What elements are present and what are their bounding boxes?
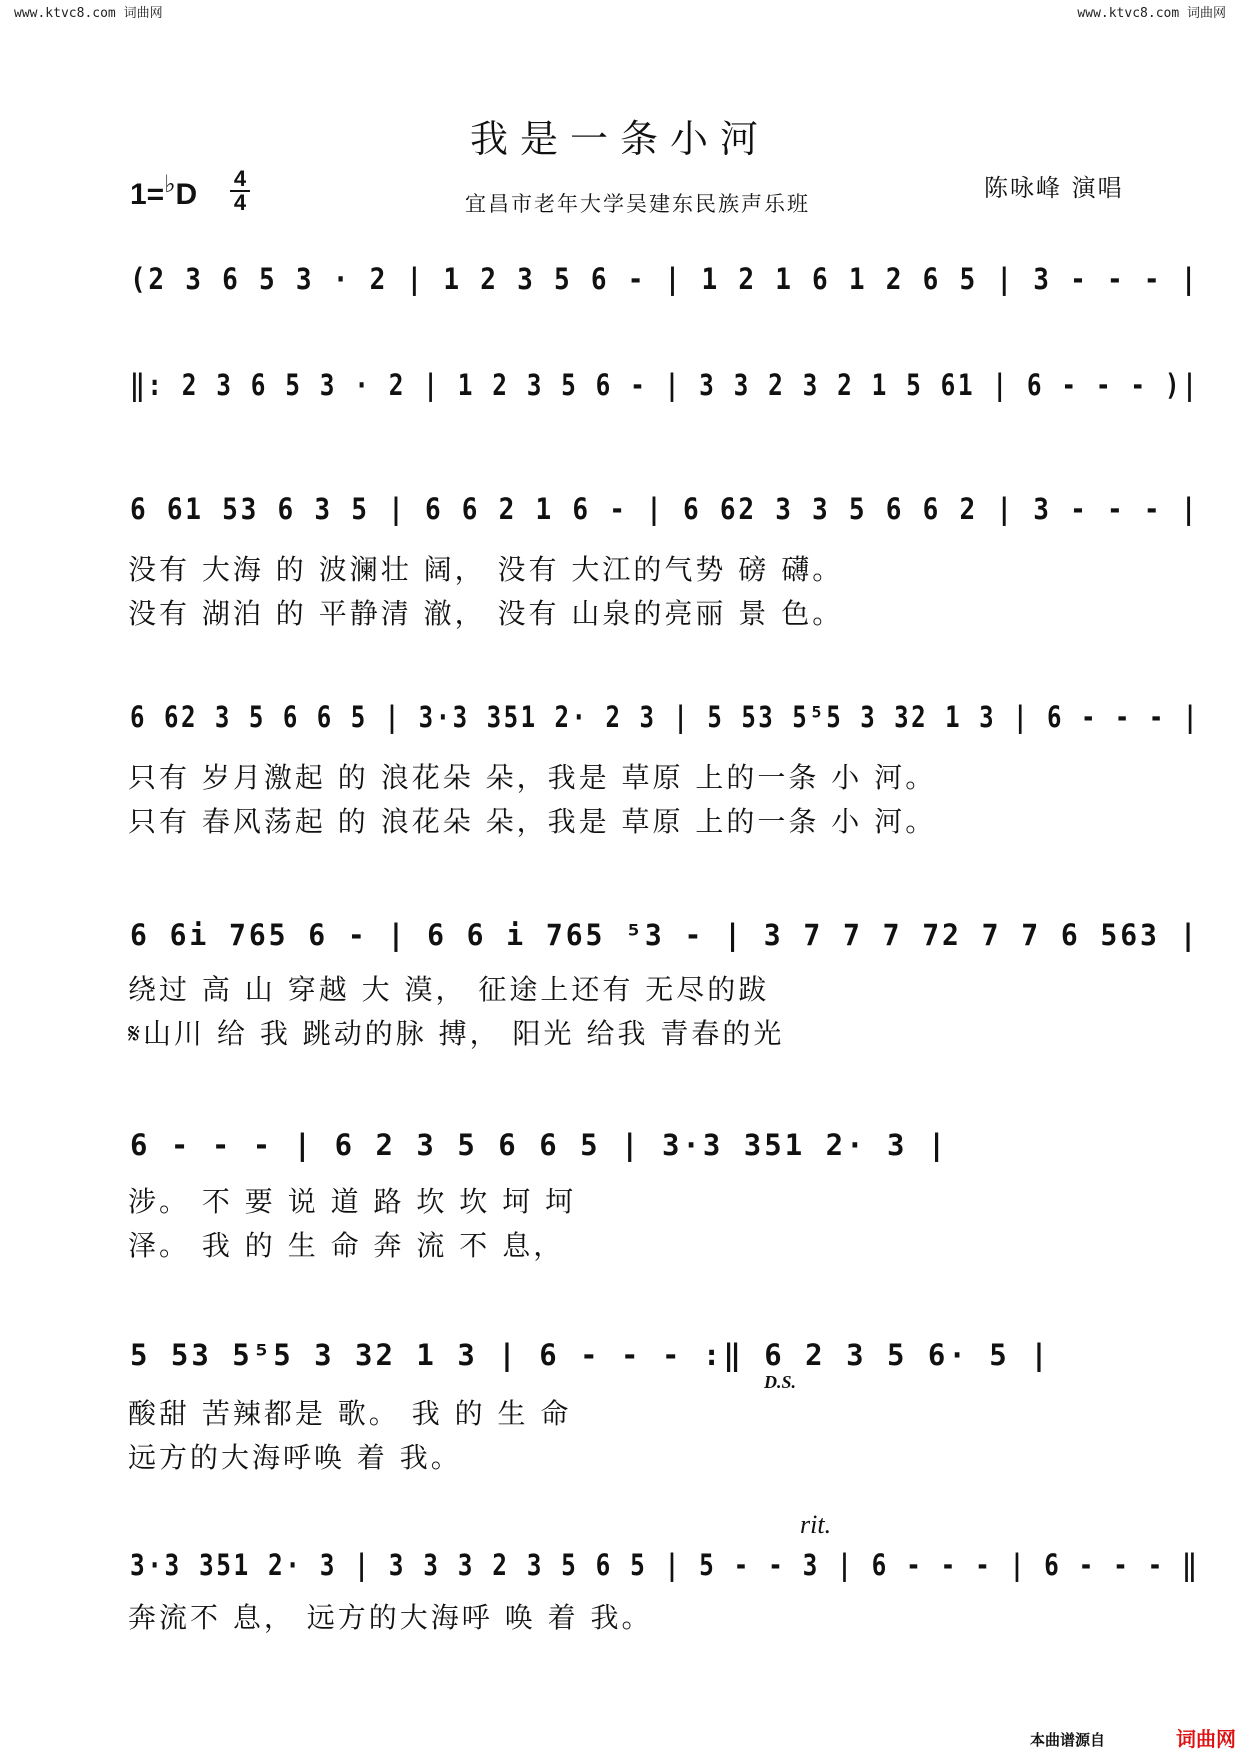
footer-logo: 词曲网 (1176, 1727, 1236, 1751)
notation-row-1: (2 3 6 5 3 · 2 | 1 2 3 5 6 - | 1 2 1 6 1 2 6 5 | 3 - - - | (130, 262, 1200, 296)
lyric-row-7-verse-2: 远方的大海呼唤 着 我。 (128, 1441, 462, 1474)
lyric-row-6-verse-2: 泽。 我 的 生 命 奔 流 不 息， (128, 1229, 565, 1262)
dal-segno-mark: D.S. (764, 1372, 797, 1392)
key-note: D (175, 178, 198, 211)
key-signature (130, 171, 198, 212)
lyric-row-4-verse-2: 只有 春风荡起 的 浪花朵 朵，我是 草原 上的一条 小 河。 (128, 805, 937, 838)
header-left-url: www.ktvc8.com 词曲网 (14, 6, 163, 21)
notation-row-4: 6 62 3 5 6 6 5 | 3·3 351 2· 2 3 | 5 53 5⁵5 3 32 1 3 | 6 - - - | (130, 700, 1200, 734)
lyric-row-3-verse-2: 没有 湖泊 的 平静清 澈， 没有 山泉的亮丽 景 色。 (128, 597, 844, 630)
flat-sign: ♭ (164, 171, 176, 198)
footer-source: 本曲谱源自 (1030, 1731, 1106, 1749)
notation-row-7: 5 53 5⁵5 3 32 1 3 | 6 - - - :‖ 6 2 3 5 6· 5 | (130, 1338, 1051, 1372)
time-signature (228, 168, 252, 214)
lyric-row-6-verse-1: 涉。 不 要 说 道 路 坎 坎 坷 坷 (128, 1185, 577, 1218)
time-denominator: 4 (233, 190, 247, 215)
lyric-row-4-verse-1: 只有 岁月激起 的 浪花朵 朵，我是 草原 上的一条 小 河。 (128, 761, 937, 794)
lyric-row-8-verse-1: 奔流不 息， 远方的大海呼 唤 着 我。 (128, 1601, 653, 1634)
subtitle: 宜昌市老年大学吴建东民族声乐班 (465, 192, 810, 216)
ritardando-mark: rit. (800, 1510, 832, 1539)
notation-row-5: 6 6i 765 6 - | 6 6 i 765 ⁵3 - | 3 7 7 7 72 7 7 6 563 | (130, 918, 1200, 952)
notation-row-6: 6 - - - | 6 2 3 5 6 6 5 | 3·3 351 2· 3 | (130, 1128, 949, 1162)
notation-row-2: ‖: 2 3 6 5 3 · 2 | 1 2 3 5 6 - | 3 3 2 3 2 1 5 61 | 6 - - - )| (130, 368, 1200, 402)
song-title: 我是一条小河 (469, 117, 770, 161)
header-right-url: www.ktvc8.com 词曲网 (1077, 6, 1226, 21)
lyric-row-5-verse-2: 𝄋山川 给 我 跳动的脉 搏， 阳光 给我 青春的光 (128, 1017, 785, 1050)
time-numerator: 4 (233, 166, 247, 191)
notation-row-8: 3·3 351 2· 3 | 3 3 3 2 3 5 6 5 | 5 - - 3 | 6 - - - | 6 - - - ‖ (130, 1548, 1200, 1582)
notation-row-3: 6 61 53 6 3 5 | 6 6 2 1 6 - | 6 62 3 3 5 6 6 2 | 3 - - - | (130, 492, 1200, 526)
key-label: 1= (130, 178, 165, 211)
lyric-row-5-verse-1: 绕过 高 山 穿越 大 漠， 征途上还有 无尽的跋 (128, 973, 770, 1006)
singer: 陈咏峰 演唱 (984, 174, 1124, 202)
lyric-row-3-verse-1: 没有 大海 的 波澜壮 阔， 没有 大江的气势 磅 礴。 (128, 553, 844, 586)
lyric-row-7-verse-1: 酸甜 苦辣都是 歌。 我 的 生 命 (128, 1397, 572, 1430)
